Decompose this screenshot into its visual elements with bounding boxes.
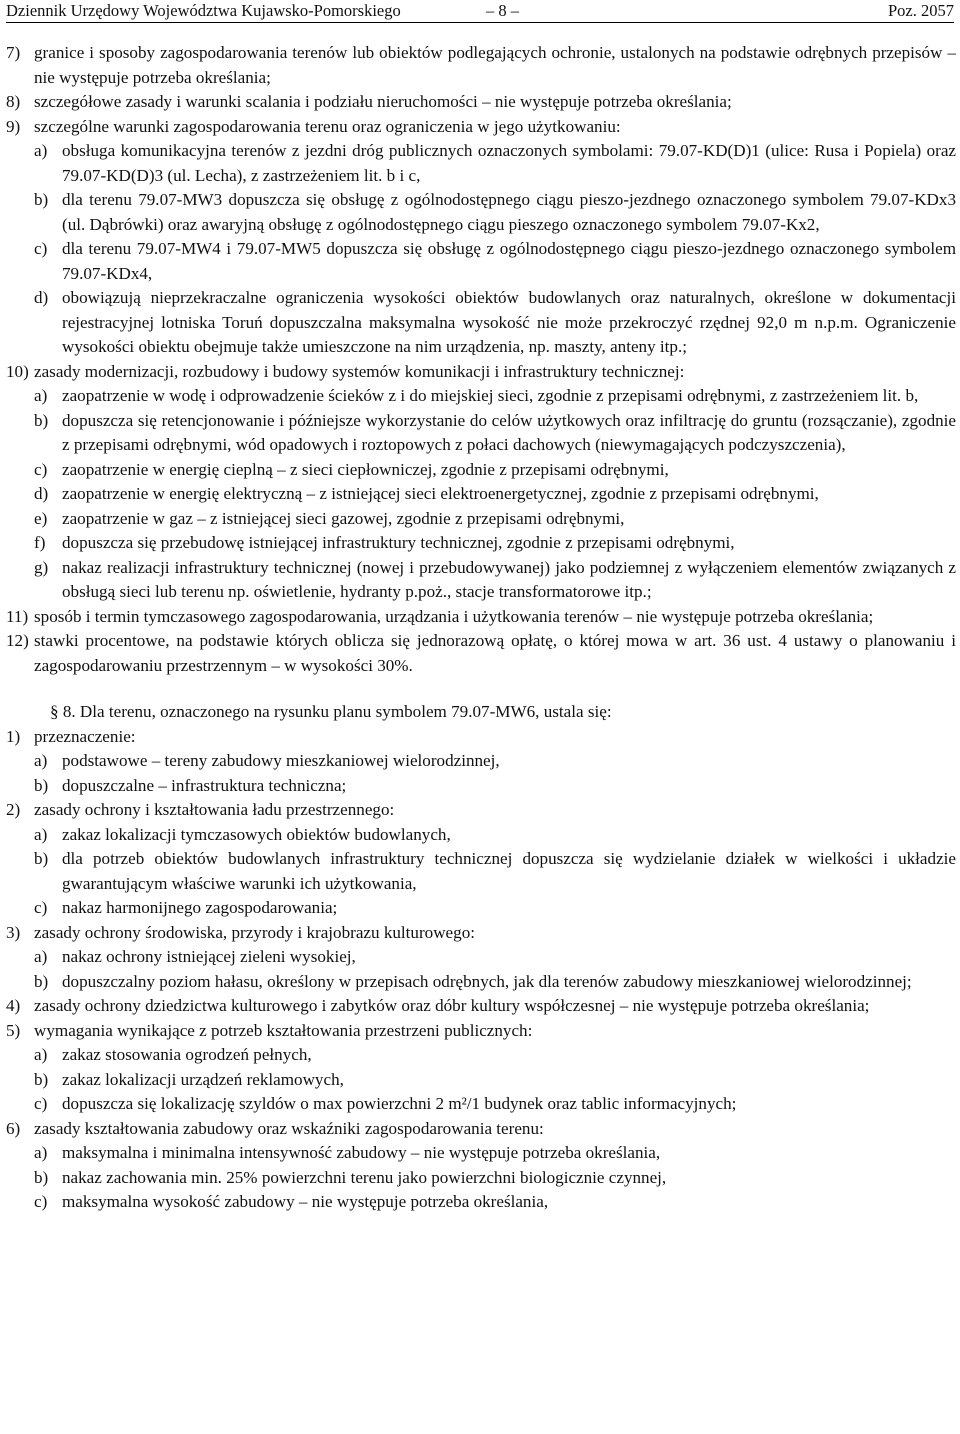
list-item bbox=[6, 725, 956, 750]
sub-item-letter: b) bbox=[34, 849, 49, 868]
list-item bbox=[6, 41, 956, 90]
position-number: Poz. 2057 bbox=[888, 1, 954, 20]
sub-item bbox=[6, 1068, 956, 1093]
sub-item bbox=[6, 556, 956, 605]
item-text: sposób i termin tymczasowego zagospodarowania, urządzania i użytkowania terenów – nie występuje potrzeba określania; bbox=[34, 606, 874, 626]
item-text: zasady ochrony i kształtowania ładu przestrzennego: bbox=[34, 800, 395, 819]
sub-item bbox=[6, 458, 956, 483]
sub-item-text: zaopatrzenie w energię cieplną – z sieci ciepłowniczej, zgodnie z przepisami odrębnymi, bbox=[62, 459, 669, 479]
sub-item bbox=[6, 409, 956, 458]
sub-item-text: zaopatrzenie w gaz – z istniejącej sieci gazowej, zgodnie z przepisami odrębnymi, bbox=[62, 508, 625, 528]
list-item bbox=[6, 90, 956, 115]
journal-title: Dziennik Urzędowy Województwa Kujawsko-Pomorskiego bbox=[6, 1, 401, 20]
sub-item bbox=[6, 531, 956, 556]
item-number: 11) bbox=[6, 606, 29, 626]
sub-item bbox=[6, 896, 956, 921]
sub-item-letter: b) bbox=[34, 1069, 49, 1089]
sub-item-text: maksymalna i minimalna intensywność zabudowy – nie występuje potrzeba określania, bbox=[62, 1143, 661, 1162]
sub-item-text: zakaz lokalizacji urządzeń reklamowych, bbox=[62, 1069, 344, 1089]
list-item bbox=[6, 994, 956, 1019]
item-number: 7) bbox=[6, 43, 21, 62]
sub-item bbox=[6, 1141, 956, 1166]
item-text: zasady ochrony dziedzictwa kulturowego i zabytków oraz dóbr kultury współczesnej – nie występuje potrzeba określania; bbox=[34, 996, 870, 1015]
sub-item-letter: b) bbox=[34, 410, 49, 430]
item-number: 4) bbox=[6, 996, 21, 1015]
sub-item-letter: g) bbox=[34, 557, 49, 577]
sub-item-text: nakaz harmonijnego zagospodarowania; bbox=[62, 898, 338, 917]
list-item bbox=[6, 360, 956, 385]
item-number: 2) bbox=[6, 800, 21, 819]
sub-item-text: zaopatrzenie w wodę i odprowadzenie ścieków z i do miejskiej sieci, zgodnie z przepisami odrębnymi, z zastrzeżeniem lit. b, bbox=[62, 386, 919, 405]
sub-item-text: dla potrzeb obiektów budowlanych infrastruktury technicznej dopuszcza się wydzielanie działek w wielkości i układzie gwarantującym właściwe warunki ich użytkowania, bbox=[62, 849, 956, 893]
item-number: 9) bbox=[6, 116, 21, 136]
sub-item-text: zaopatrzenie w energię elektryczną – z istniejącej sieci elektroenergetycznej, zgodnie z przepisami odrębnymi, bbox=[62, 484, 819, 503]
list-item bbox=[6, 798, 956, 823]
sub-item-text: dopuszcza się retencjonowanie i późniejsze wykorzystanie do celów użytkowych oraz infiltrację do gruntu (rozsączanie), zgodnie z przepisami odrębnymi, wód opadowych i roztopowych z połaci dachowych (niewymagających podczyszczenia), bbox=[62, 410, 956, 454]
item-number: 6) bbox=[6, 1118, 21, 1138]
sub-item-text: dopuszcza się lokalizację szyldów o max powierzchni 2 m²/1 budynek oraz tablic informacyjnych; bbox=[62, 1094, 737, 1113]
sub-item-letter: a) bbox=[34, 824, 48, 844]
sub-item-text: dopuszcza się przebudowę istniejącej infrastruktury technicznej, zgodnie z przepisami odrębnymi, bbox=[62, 533, 735, 552]
sub-item-text: dopuszczalne – infrastruktura techniczna; bbox=[62, 775, 347, 795]
sub-item-letter: a) bbox=[34, 141, 48, 160]
sub-item-text: obowiązują nieprzekraczalne ograniczenia wysokości obiektów budowlanych oraz naturalnych, określone w dokumentacji rejestracyjnej lotniska Toruń dopuszczalna maksymalna wysokość nie może przekroczyć rzędnej 92,0 m n.p.m. Ograniczenie wysokości obiektu obejmuje także umieszczone na nim urządzenia, np. maszty, anteny itp.; bbox=[62, 288, 956, 356]
sub-item-letter: b) bbox=[34, 190, 49, 209]
sub-item bbox=[6, 1190, 956, 1215]
item-number: 12) bbox=[6, 631, 29, 650]
item-text: zasady ochrony środowiska, przyrody i krajobrazu kulturowego: bbox=[34, 922, 475, 942]
list-item bbox=[6, 629, 956, 678]
sub-item-letter: d) bbox=[34, 288, 49, 307]
sub-item bbox=[6, 507, 956, 532]
sub-item-text: nakaz ochrony istniejącej zieleni wysokiej, bbox=[62, 947, 356, 966]
sub-item-text: maksymalna wysokość zabudowy – nie występuje potrzeba określania, bbox=[62, 1192, 549, 1211]
sub-item bbox=[6, 1166, 956, 1191]
section-gap bbox=[6, 678, 956, 700]
item-number: 10) bbox=[6, 361, 29, 381]
item-number: 1) bbox=[6, 726, 21, 746]
bottom-list bbox=[6, 725, 956, 1215]
document-body bbox=[6, 41, 956, 1215]
sub-item-letter: b) bbox=[34, 971, 49, 991]
sub-item bbox=[6, 1092, 956, 1117]
sub-item-letter: c) bbox=[34, 459, 48, 479]
item-text: szczegółowe zasady i warunki scalania i podziału nieruchomości – nie występuje potrzeba określania; bbox=[34, 92, 732, 111]
sub-item-text: obsługa komunikacyjna terenów z jezdni dróg publicznych oznaczonych symbolami: 79.07-KD(D)1 (ulice: Rusa i Popiela) oraz 79.07-KD(D)3 (ul. Lecha), z zastrzeżeniem lit. b i c, bbox=[62, 141, 956, 185]
sub-item-text: nakaz realizacji infrastruktury technicznej (nowej i przebudowywanej) jako podziemnej z wyłączeniem elementów związanych z obsługą sieci lub terenu np. oświetlenie, hydranty p.poż., stacje transformatorowe itp.; bbox=[62, 557, 956, 601]
item-text: wymagania wynikające z potrzeb kształtowania przestrzeni publicznych: bbox=[34, 1020, 533, 1040]
sub-item bbox=[6, 847, 956, 896]
sub-item-letter: c) bbox=[34, 1094, 48, 1113]
sub-item-text: dopuszczalny poziom hałasu, określony w przepisach odrębnych, jak dla terenów zabudowy mieszkaniowej wielorodzinnej; bbox=[62, 971, 912, 991]
sub-item-letter: a) bbox=[34, 1045, 48, 1064]
sub-item bbox=[6, 482, 956, 507]
sub-item-letter: d) bbox=[34, 484, 49, 503]
sub-item bbox=[6, 774, 956, 799]
sub-item-letter: b) bbox=[34, 775, 49, 795]
sub-item bbox=[6, 970, 956, 995]
item-number: 5) bbox=[6, 1020, 21, 1040]
sub-item bbox=[6, 237, 956, 286]
sub-item-letter: c) bbox=[34, 898, 48, 917]
item-text: zasady kształtowania zabudowy oraz wskaźniki zagospodarowania terenu: bbox=[34, 1118, 544, 1138]
list-item bbox=[6, 1117, 956, 1142]
sub-item-letter: c) bbox=[34, 1192, 48, 1211]
page-number: – 8 – bbox=[486, 1, 519, 20]
sub-item bbox=[6, 823, 956, 848]
sub-item-text: zakaz lokalizacji tymczasowych obiektów budowlanych, bbox=[62, 824, 451, 844]
sub-item-letter: a) bbox=[34, 1143, 48, 1162]
list-item bbox=[6, 605, 956, 630]
item-number: 8) bbox=[6, 92, 21, 111]
sub-item-letter: a) bbox=[34, 386, 48, 405]
sub-item-letter: f) bbox=[34, 533, 46, 552]
item-text: przeznaczenie: bbox=[34, 726, 136, 746]
sub-item bbox=[6, 286, 956, 360]
sub-item bbox=[6, 945, 956, 970]
sub-item-text: dla terenu 79.07-MW3 dopuszcza się obsługę z ogólnodostępnego ciągu pieszo-jezdnego oznaczonego symbolem 79.07-KDx3 (ul. Dąbrówki) oraz awaryjną obsługę z ogólnodostępnego ciągu pieszego oznaczonego symbolem 79.07-Kx2, bbox=[62, 190, 956, 234]
sub-item-letter: a) bbox=[34, 947, 48, 966]
list-item bbox=[6, 921, 956, 946]
item-text: szczególne warunki zagospodarowania terenu oraz ograniczenia w jego użytkowaniu: bbox=[34, 116, 621, 136]
sub-item-letter: c) bbox=[34, 239, 48, 258]
sub-item bbox=[6, 139, 956, 188]
sub-item-text: nakaz zachowania min. 25% powierzchni terenu jako powierzchni biologicznie czynnej, bbox=[62, 1167, 667, 1187]
item-text: granice i sposoby zagospodarowania terenów lub obiektów podlegających ochronie, ustalonych na podstawie odrębnych przepisów – nie występuje potrzeba określania; bbox=[34, 43, 956, 87]
item-text: stawki procentowe, na podstawie których oblicza się jednorazową opłatę, o której mowa w art. 36 ust. 4 ustawy o planowaniu i zagospodarowaniu przestrzennym – w wysokości 30%. bbox=[34, 631, 956, 675]
item-number: 3) bbox=[6, 922, 21, 942]
list-item bbox=[6, 115, 956, 140]
section-intro: § 8. Dla terenu, oznaczonego na rysunku planu symbolem 79.07-MW6, ustala się: bbox=[50, 702, 612, 721]
page-header bbox=[6, 0, 954, 23]
item-text: zasady modernizacji, rozbudowy i budowy systemów komunikacji i infrastruktury technicznej: bbox=[34, 361, 685, 381]
sub-item bbox=[6, 384, 956, 409]
sub-item-text: zakaz stosowania ogrodzeń pełnych, bbox=[62, 1045, 312, 1064]
sub-item bbox=[6, 749, 956, 774]
sub-item-letter: a) bbox=[34, 751, 48, 770]
sub-item-letter: b) bbox=[34, 1167, 49, 1187]
sub-item bbox=[6, 1043, 956, 1068]
sub-item-text: podstawowe – tereny zabudowy mieszkaniowej wielorodzinnej, bbox=[62, 751, 500, 770]
top-list bbox=[6, 41, 956, 678]
sub-item-letter: e) bbox=[34, 508, 48, 528]
list-item bbox=[6, 1019, 956, 1044]
sub-item bbox=[6, 188, 956, 237]
sub-item-text: dla terenu 79.07-MW4 i 79.07-MW5 dopuszcza się obsługę z ogólnodostępnego ciągu pieszo-jezdnego oznaczonego symbolem 79.07-KDx4, bbox=[62, 239, 956, 283]
